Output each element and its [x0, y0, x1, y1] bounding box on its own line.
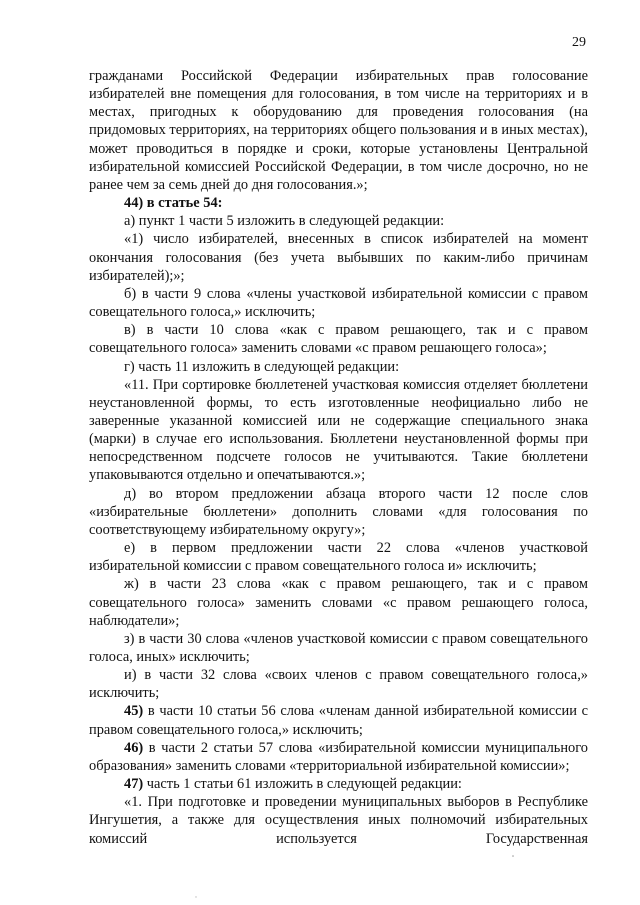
- subitem-g: г) часть 11 изложить в следующей редакции:: [124, 358, 400, 375]
- subitem-v: в) в части 10 слова «как с правом решающего, так и с правом совещательного голоса» заменить словами «с правом решающего голоса»;: [89, 322, 588, 357]
- subitem-b: б) в части 9 слова «члены участковой избирательной комиссии с правом совещательного голоса,» исключить;: [89, 285, 588, 321]
- item-47-quote: «1. При подготовке и проведении муниципальных выборов в Республике Ингушетия, а также для осуществления иных полномочий избирательных комиссий используется Государственная: [89, 794, 588, 847]
- item-45-number: 45): [124, 703, 144, 720]
- document-body: [89, 67, 588, 848]
- item-45-text: в части 10 статьи 56 слова «членам данной избирательной комиссии с правом совещательного голоса,» исключить;: [89, 703, 588, 738]
- scan-dot: [512, 855, 514, 857]
- subitem-a-quote: «1) число избирателей, внесенных в список избирателей на момент окончания голосования (без учета выбывших по каким-либо причинам избирателей);»;: [89, 231, 588, 284]
- page-number: 29: [572, 35, 586, 50]
- subitem-g-quote: «11. При сортировке бюллетеней участковая комиссия отделяет бюллетени неустановленной формы, то есть изготовленные неофициально либо не заверенные указанной комиссией или не содержащие специального знака (марки) в случае его использования. Бюллетени неустановленной формы при непосредственном подсчете голосов не учитываются. Такие бюллетени упаковываются отдельно и опечатываются.»;: [89, 376, 588, 484]
- subitem-zh: ж) в части 23 слова «как с правом решающего, так и с правом совещательного голоса» заменить словами «с правом решающего голоса, наблюдатели»;: [89, 576, 588, 629]
- item-46: [89, 739, 588, 775]
- item-46-number: 46): [124, 739, 144, 756]
- item-45: [89, 702, 588, 738]
- item-46-text: в части 2 статьи 57 слова «избирательной комиссии муниципального образования» заменить словами «территориальной избирательной комиссии»;: [89, 739, 588, 774]
- subitem-a: а) пункт 1 части 5 изложить в следующей редакции:: [124, 213, 445, 230]
- item-47-text: часть 1 статьи 61 изложить в следующей редакции:: [143, 776, 462, 793]
- subitem-i: и) в части 32 слова «своих членов с правом совещательного голоса,» исключить;: [89, 667, 588, 702]
- subitem-e: е) в первом предложении части 22 слова «членов участковой избирательной комиссии с правом совещательного голоса и» исключить;: [89, 540, 588, 575]
- subitem-z: з) в части 30 слова «членов участковой комиссии с правом совещательного голоса, иных» исключить;: [89, 630, 588, 665]
- subitem-d: д) во втором предложении абзаца второго части 12 после слов «избирательные бюллетени» дополнить словами «для голосования по соответствующему избирательному округу»;: [89, 485, 588, 538]
- item-44-heading: [89, 194, 588, 212]
- item-44-heading-text: 44) в статье 54:: [124, 195, 223, 212]
- paragraph-continuation: гражданами Российской Федерации избирательных прав голосование избирателей вне помещения для голосования, в том числе на территориях и в местах, пригодных к оборудованию для проведения голосования (на придомовых территориях, на территориях общего пользования и в иных местах), может проводиться в порядке и сроки, которые установлены Центральной избирательной комиссией Российской Федерации, в том числе досрочно, но не ранее чем за семь дней до дня голосования.»;: [89, 68, 588, 193]
- scan-dot: [195, 896, 196, 897]
- item-47: [89, 775, 588, 793]
- item-47-number: 47): [124, 776, 144, 793]
